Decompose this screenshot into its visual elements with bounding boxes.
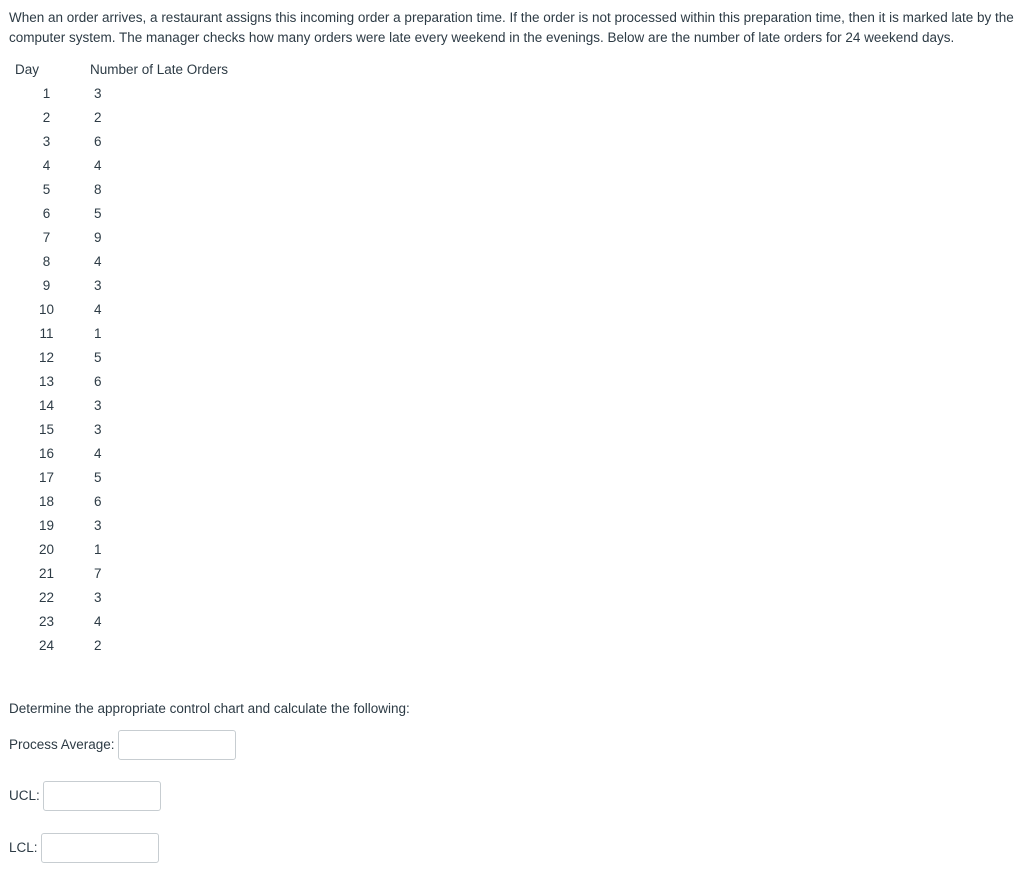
table-row	[9, 250, 228, 274]
late-orders-cell: 3	[94, 590, 102, 605]
late-orders-cell: 4	[94, 302, 102, 317]
ucl-row	[9, 781, 161, 811]
table-row	[9, 562, 228, 586]
table-row	[9, 538, 228, 562]
late-orders-cell: 9	[94, 230, 102, 245]
day-cell: 2	[42, 110, 51, 125]
late-orders-cell: 3	[94, 518, 102, 533]
ucl-input[interactable]	[43, 781, 161, 811]
process-average-row	[9, 730, 236, 760]
late-orders-cell: 7	[94, 566, 102, 581]
table-row	[9, 514, 228, 538]
table-row	[9, 394, 228, 418]
late-orders-cell: 4	[94, 446, 102, 461]
day-cell: 7	[42, 230, 51, 245]
table-row	[9, 106, 228, 130]
lcl-row	[9, 833, 159, 863]
process-average-input[interactable]	[118, 730, 236, 760]
day-cell: 3	[42, 134, 51, 149]
question-intro: When an order arrives, a restaurant assigns this incoming order a preparation time. If the order is not processed within this preparation time, then it is marked late by the computer system. The manager checks how many orders were late every weekend in the evenings. Below are the number of late orders for 24 weekend days.	[9, 10, 1014, 45]
header-day: Day	[15, 62, 40, 77]
day-cell: 13	[38, 374, 55, 389]
table-row	[9, 634, 228, 658]
day-cell: 17	[38, 470, 55, 485]
late-orders-cell: 6	[94, 134, 102, 149]
lcl-label: LCL:	[9, 840, 38, 855]
table-body	[9, 82, 228, 658]
table-row	[9, 154, 228, 178]
day-cell: 18	[38, 494, 55, 509]
late-orders-cell: 4	[94, 614, 102, 629]
day-cell: 9	[42, 278, 51, 293]
day-cell: 11	[39, 326, 54, 341]
day-cell: 12	[38, 350, 55, 365]
day-cell: 6	[42, 206, 51, 221]
table-row	[9, 322, 228, 346]
table-row	[9, 418, 228, 442]
table-row	[9, 466, 228, 490]
late-orders-cell: 3	[94, 422, 102, 437]
table-header-row	[9, 58, 228, 82]
table-row	[9, 226, 228, 250]
table-row	[9, 490, 228, 514]
header-late-orders: Number of Late Orders	[90, 62, 229, 77]
late-orders-cell: 8	[94, 182, 102, 197]
late-orders-cell: 6	[94, 494, 102, 509]
question-prompt: Determine the appropriate control chart and calculate the following:	[9, 701, 410, 716]
late-orders-cell: 4	[94, 254, 102, 269]
table-row	[9, 370, 228, 394]
table-row	[9, 346, 228, 370]
late-orders-cell: 4	[94, 158, 102, 173]
late-orders-cell: 6	[94, 374, 102, 389]
late-orders-cell: 1	[94, 542, 102, 557]
late-orders-cell: 3	[94, 86, 102, 101]
day-cell: 5	[42, 182, 51, 197]
day-cell: 20	[38, 542, 55, 557]
table-row	[9, 274, 228, 298]
process-average-label: Process Average:	[9, 737, 115, 752]
day-cell: 24	[38, 638, 55, 653]
day-cell: 16	[38, 446, 55, 461]
late-orders-cell: 1	[94, 326, 102, 341]
table-row	[9, 130, 228, 154]
late-orders-table	[9, 58, 228, 658]
table-row	[9, 442, 228, 466]
day-cell: 23	[38, 614, 55, 629]
ucl-label: UCL:	[9, 788, 40, 803]
late-orders-cell: 2	[94, 110, 102, 125]
day-cell: 1	[42, 86, 51, 101]
late-orders-cell: 5	[94, 470, 102, 485]
lcl-input[interactable]	[41, 833, 159, 863]
table-row	[9, 82, 228, 106]
table-row	[9, 586, 228, 610]
late-orders-cell: 5	[94, 206, 102, 221]
day-cell: 15	[38, 422, 55, 437]
late-orders-cell: 3	[94, 278, 102, 293]
late-orders-cell: 3	[94, 398, 102, 413]
table-row	[9, 178, 228, 202]
day-cell: 19	[38, 518, 55, 533]
day-cell: 4	[42, 158, 51, 173]
late-orders-cell: 5	[94, 350, 102, 365]
day-cell: 14	[38, 398, 55, 413]
table-row	[9, 202, 228, 226]
day-cell: 21	[38, 566, 55, 581]
day-cell: 8	[42, 254, 51, 269]
table-row	[9, 610, 228, 634]
table-row	[9, 298, 228, 322]
day-cell: 22	[38, 590, 55, 605]
day-cell: 10	[38, 302, 55, 317]
late-orders-cell: 2	[94, 638, 102, 653]
